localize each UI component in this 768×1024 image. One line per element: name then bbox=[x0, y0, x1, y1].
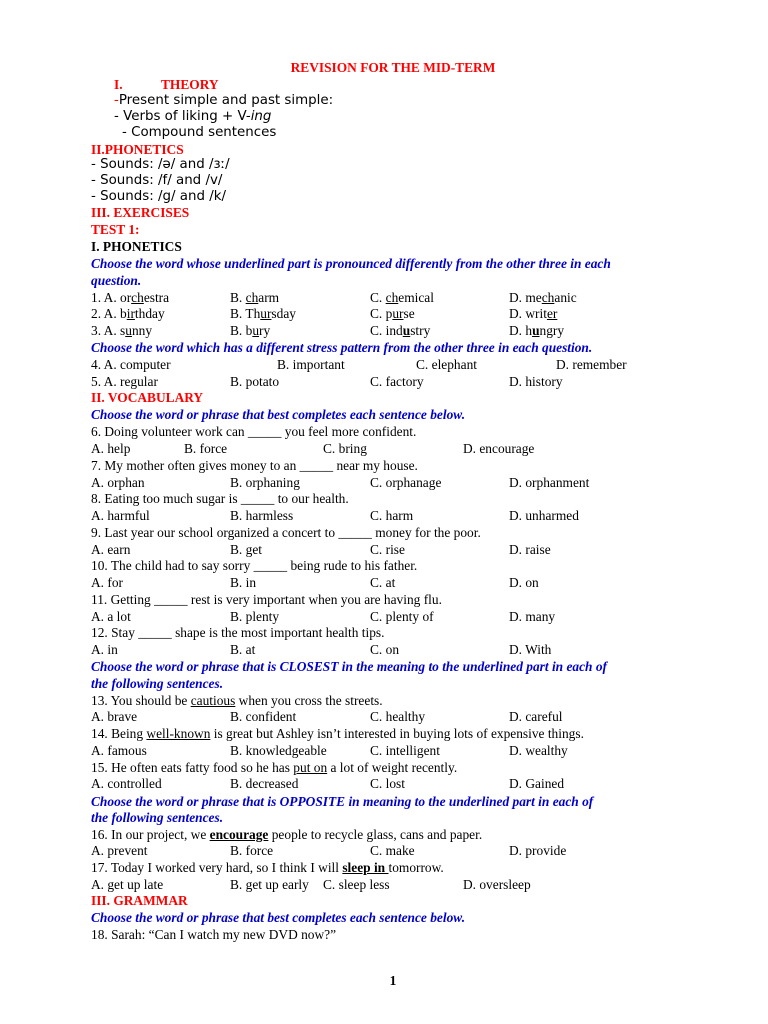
option-d: D. encourage bbox=[463, 441, 535, 456]
option-a: A. brave bbox=[91, 709, 138, 724]
option-d: D. on bbox=[509, 575, 539, 590]
question-13-stem: 13. You should be cautious when you cross the streets. bbox=[91, 693, 383, 708]
option-c: C. factory bbox=[370, 374, 424, 389]
option-b: B. get up early bbox=[230, 877, 309, 892]
option-c: C. lost bbox=[370, 776, 405, 791]
question-18-stem: 18. Sarah: “Can I watch my new DVD now?” bbox=[91, 927, 337, 942]
option-d: D. history bbox=[509, 374, 563, 389]
theory-item-verbs-of-liking: - Verbs of liking + V-ing bbox=[114, 109, 272, 124]
option-a: 1. A. orchestra bbox=[91, 290, 170, 305]
test-heading: TEST 1: bbox=[91, 222, 140, 237]
theory-item-compound: - Compound sentences bbox=[122, 125, 277, 140]
option-a: A. in bbox=[91, 642, 118, 657]
option-c: C. intelligent bbox=[370, 743, 440, 758]
page-number: 1 bbox=[389, 973, 397, 988]
theory-heading-number: I. bbox=[114, 77, 123, 92]
option-b: B. confident bbox=[230, 709, 297, 724]
option-a: A. for bbox=[91, 575, 123, 590]
vocabulary-heading: II. VOCABULARY bbox=[91, 390, 204, 405]
option-d: D. wealthy bbox=[509, 743, 568, 758]
sounds-line-3: - Sounds: /g/ and /k/ bbox=[91, 189, 227, 204]
phonetics-section-heading: I. PHONETICS bbox=[91, 239, 182, 254]
option-a: 3. A. sunny bbox=[91, 323, 153, 338]
option-b: B. harmless bbox=[230, 508, 294, 523]
option-a: A. a lot bbox=[91, 609, 131, 624]
option-b: B. at bbox=[230, 642, 256, 657]
option-b: B. in bbox=[230, 575, 257, 590]
option-b: B. potato bbox=[230, 374, 280, 389]
option-c: C. purse bbox=[370, 306, 415, 321]
option-b: B. force bbox=[184, 441, 228, 456]
grammar-heading: III. GRAMMAR bbox=[91, 893, 188, 908]
option-a: 5. A. regular bbox=[91, 374, 158, 389]
opposite-instruction-line-2: the following sentences. bbox=[91, 810, 224, 825]
option-a: A. harmful bbox=[91, 508, 150, 523]
option-a: A. orphan bbox=[91, 475, 145, 490]
option-c: C. rise bbox=[370, 542, 405, 557]
option-d: D. unharmed bbox=[509, 508, 579, 523]
stress-instruction: Choose the word which has a different stress pattern from the other three in each question. bbox=[91, 340, 593, 355]
question-17-stem: 17. Today I worked very hard, so I think I will sleep in tomorrow. bbox=[91, 860, 444, 875]
option-d: D. careful bbox=[509, 709, 563, 724]
question-12-stem: 12. Stay _____ shape is the most important health tips. bbox=[91, 625, 385, 640]
closest-instruction-line-2: the following sentences. bbox=[91, 676, 224, 691]
option-d: D. With bbox=[509, 642, 552, 657]
option-d: D. hungry bbox=[509, 323, 565, 338]
theory-heading-label: THEORY bbox=[161, 77, 219, 92]
option-a: 2. A. birthday bbox=[91, 306, 165, 321]
option-b: B. bury bbox=[230, 323, 271, 338]
option-c: C. sleep less bbox=[323, 877, 390, 892]
vocabulary-instruction: Choose the word or phrase that best completes each sentence below. bbox=[91, 407, 466, 422]
question-11-stem: 11. Getting _____ rest is very important when you are having flu. bbox=[91, 592, 442, 607]
option-c: C. bring bbox=[323, 441, 367, 456]
option-b: B. Thursday bbox=[230, 306, 296, 321]
option-d: D. remember bbox=[556, 357, 627, 372]
phonetics-instruction-line-1: Choose the word whose underlined part is pronounced differently from the other three in each bbox=[91, 256, 611, 271]
question-16-stem: 16. In our project, we encourage people to recycle glass, cans and paper. bbox=[91, 827, 483, 842]
option-b: B. important bbox=[277, 357, 345, 372]
question-14-stem: 14. Being well-known is great but Ashley isn’t interested in buying lots of expensive things. bbox=[91, 726, 584, 741]
option-b: B. plenty bbox=[230, 609, 280, 624]
option-c: C. healthy bbox=[370, 709, 426, 724]
theory-item-tenses: -Present simple and past simple: bbox=[114, 93, 334, 108]
option-d: D. writer bbox=[509, 306, 558, 321]
option-b: B. decreased bbox=[230, 776, 299, 791]
question-10-stem: 10. The child had to say sorry _____ being rude to his father. bbox=[91, 558, 418, 573]
option-a: A. get up late bbox=[91, 877, 164, 892]
option-d: D. orphanment bbox=[509, 475, 590, 490]
option-c: C. at bbox=[370, 575, 396, 590]
question-6-stem: 6. Doing volunteer work can _____ you feel more confident. bbox=[91, 424, 417, 439]
option-c: C. harm bbox=[370, 508, 414, 523]
option-b: B. charm bbox=[230, 290, 280, 305]
closest-instruction-line-1: Choose the word or phrase that is CLOSEST in the meaning to the underlined part in each of bbox=[91, 659, 608, 674]
option-d: D. mechanic bbox=[509, 290, 577, 305]
option-c: C. orphanage bbox=[370, 475, 442, 490]
theory-heading bbox=[114, 77, 219, 93]
question-15-stem: 15. He often eats fatty food so he has put on a lot of weight recently. bbox=[91, 760, 458, 775]
sounds-line-2: - Sounds: /f/ and /v/ bbox=[91, 173, 223, 188]
option-a: A. earn bbox=[91, 542, 131, 557]
question-7-stem: 7. My mother often gives money to an _____ near my house. bbox=[91, 458, 418, 473]
option-c: C. make bbox=[370, 843, 415, 858]
page-title: REVISION FOR THE MID-TERM bbox=[290, 60, 496, 75]
question-9-stem: 9. Last year our school organized a concert to _____ money for the poor. bbox=[91, 525, 481, 540]
option-b: B. force bbox=[230, 843, 274, 858]
option-d: D. oversleep bbox=[463, 877, 531, 892]
option-b: B. orphaning bbox=[230, 475, 300, 490]
question-8-stem: 8. Eating too much sugar is _____ to our health. bbox=[91, 491, 349, 506]
option-c: C. on bbox=[370, 642, 400, 657]
option-a: 4. A. computer bbox=[91, 357, 171, 372]
exercises-heading: III. EXERCISES bbox=[91, 205, 190, 220]
option-b: B. get bbox=[230, 542, 262, 557]
option-a: A. famous bbox=[91, 743, 147, 758]
option-c: C. chemical bbox=[370, 290, 434, 305]
option-d: D. raise bbox=[509, 542, 551, 557]
option-d: D. provide bbox=[509, 843, 567, 858]
option-c: C. plenty of bbox=[370, 609, 434, 624]
option-d: D. Gained bbox=[509, 776, 565, 791]
option-c: C. industry bbox=[370, 323, 431, 338]
grammar-instruction: Choose the word or phrase that best completes each sentence below. bbox=[91, 910, 466, 925]
option-a: A. prevent bbox=[91, 843, 148, 858]
option-d: D. many bbox=[509, 609, 556, 624]
phonetics-theory-heading: II.PHONETICS bbox=[91, 142, 184, 157]
option-b: B. knowledgeable bbox=[230, 743, 327, 758]
sounds-line-1: - Sounds: /ə/ and /ɜː/ bbox=[91, 157, 230, 172]
option-a: A. help bbox=[91, 441, 131, 456]
opposite-instruction-line-1: Choose the word or phrase that is OPPOSITE in meaning to the underlined part in each of bbox=[91, 794, 594, 809]
option-a: A. controlled bbox=[91, 776, 162, 791]
phonetics-instruction-line-2: question. bbox=[91, 273, 142, 288]
option-c: C. elephant bbox=[416, 357, 477, 372]
